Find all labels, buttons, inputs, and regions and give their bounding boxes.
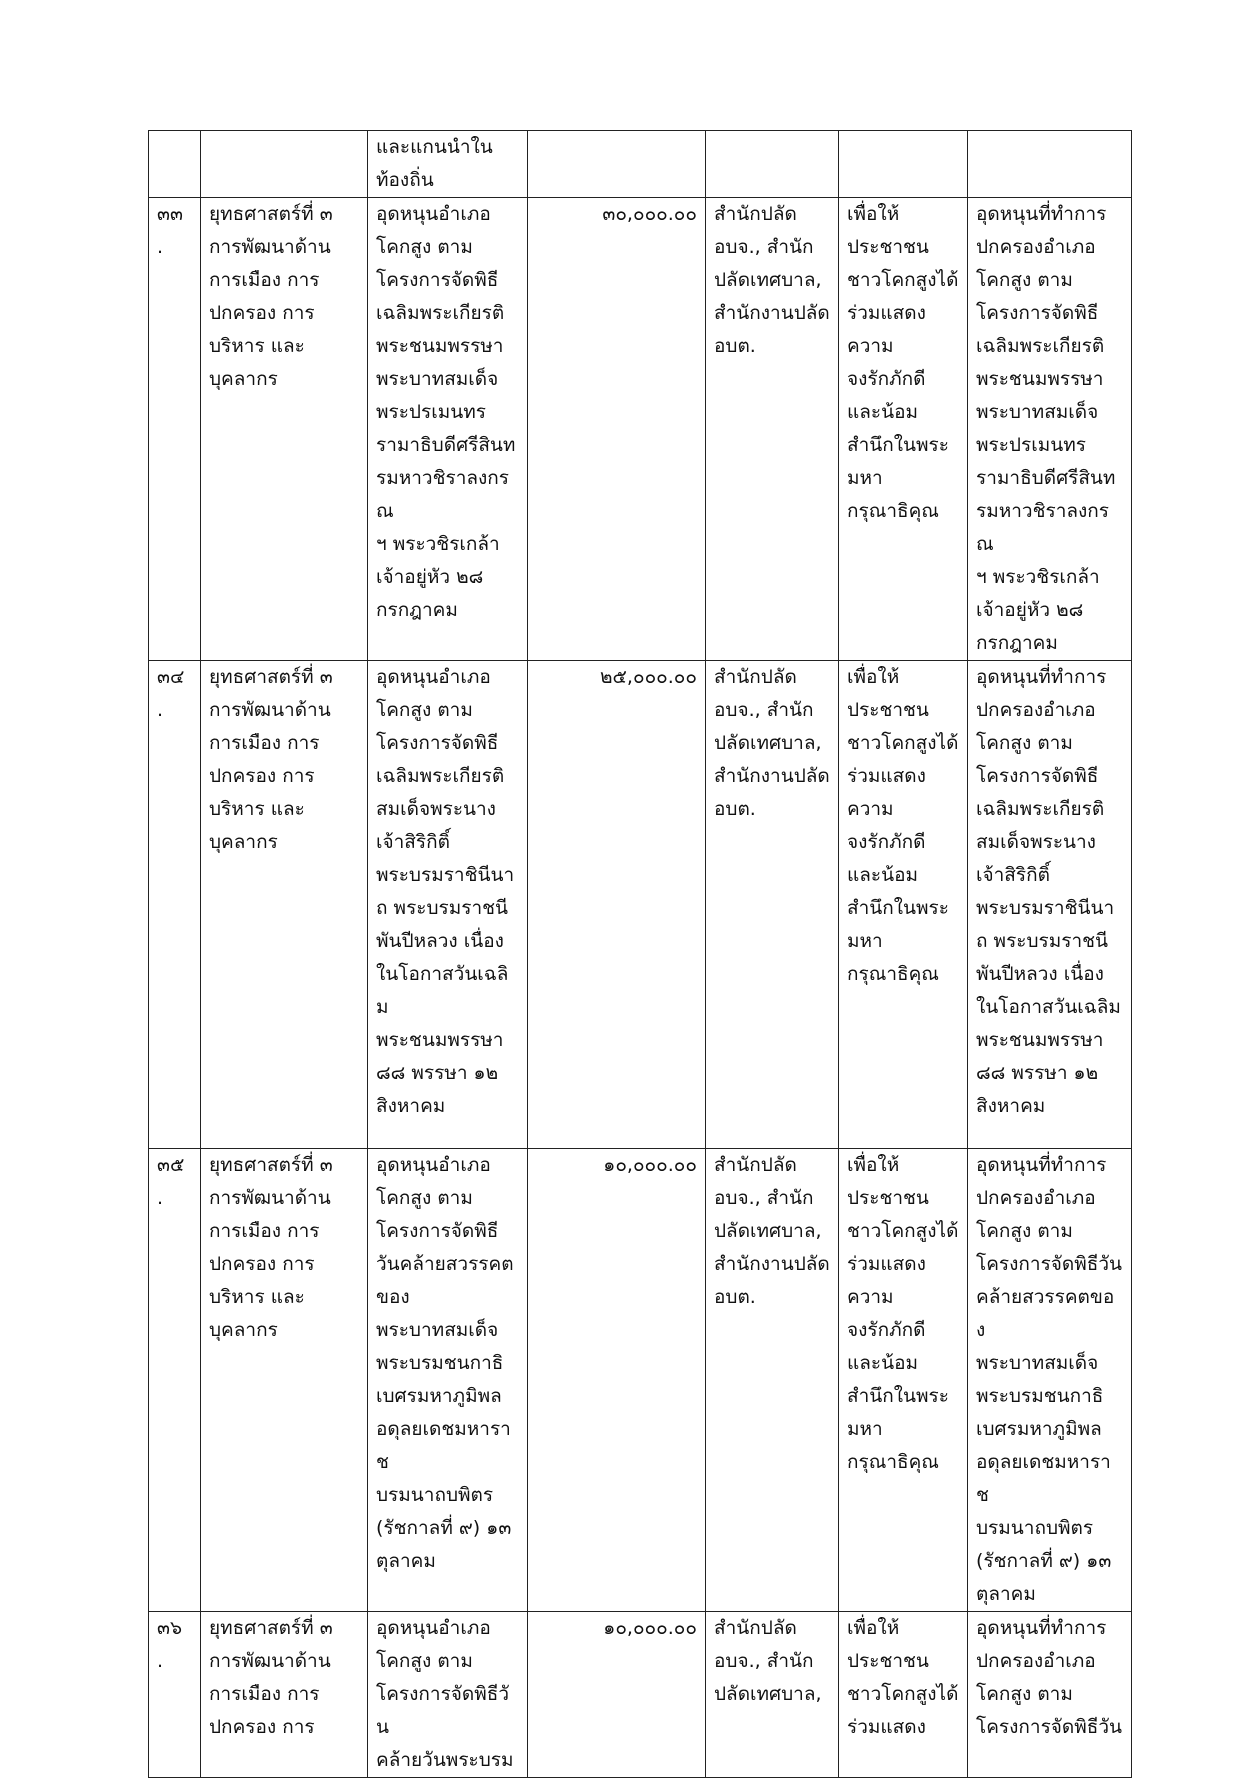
- project-cell: อุดหนุนอำเภอ โคกสูง ตาม โครงการจัดพิธี วันคล้ายสวรรคต ของ พระบาทสมเด็จ พระบรมชนกาธิ เบศรมหาภูมิพล อดุลยเดชมหาราช บรมนาถบพิตร (รัชกาลที่ ๙) ๑๓ ตุลาคม: [368, 1149, 528, 1612]
- row-number-cell: ๓๖ .: [149, 1612, 201, 1778]
- agency-cell: สำนักปลัด อบจ., สำนัก ปลัดเทศบาล, สำนักงานปลัด อบต.: [706, 661, 839, 1149]
- objective-cell: เพื่อให้ ประชาชน ชาวโคกสูงได้ ร่วมแสดง ความ จงรักภักดี และน้อม สำนึกในพระ มหา กรุณาธิคุณ: [839, 661, 968, 1149]
- budget-cell: ๓๐,๐๐๐.๐๐: [528, 198, 706, 661]
- table-row: [149, 1612, 1132, 1778]
- output-cell: [968, 131, 1132, 198]
- agency-cell: สำนักปลัด อบจ., สำนัก ปลัดเทศบาล,: [706, 1612, 839, 1778]
- table-row: [149, 198, 1132, 661]
- strategy-cell: ยุทธศาสตร์ที่ ๓ การพัฒนาด้าน การเมือง การ ปกครอง การ บริหาร และ บุคลากร: [201, 198, 368, 661]
- budget-cell: ๑๐,๐๐๐.๐๐: [528, 1612, 706, 1778]
- output-cell: อุดหนุนที่ทำการ ปกครองอำเภอ โคกสูง ตาม โครงการจัดพิธี เฉลิมพระเกียรติ สมเด็จพระนาง เจ้าสิริกิติ์ พระบรมราชินีนา ถ พระบรมราชนี พันปีหลวง เนื่อง ในโอกาสวันเฉลิม พระชนมพรรษา ๘๘ พรรษา ๑๒ สิงหาคม: [968, 661, 1132, 1149]
- budget-cell: [528, 131, 706, 198]
- agency-cell: สำนักปลัด อบจ., สำนัก ปลัดเทศบาล, สำนักงานปลัด อบต.: [706, 198, 839, 661]
- row-number-cell: ๓๔ .: [149, 661, 201, 1149]
- row-number-cell: ๓๓ .: [149, 198, 201, 661]
- table-row: [149, 1149, 1132, 1612]
- budget-cell: ๑๐,๐๐๐.๐๐: [528, 1149, 706, 1612]
- table-row: [149, 131, 1132, 198]
- objective-cell: [839, 131, 968, 198]
- row-number-cell: [149, 131, 201, 198]
- strategy-cell: ยุทธศาสตร์ที่ ๓ การพัฒนาด้าน การเมือง การ ปกครอง การ บริหาร และ บุคลากร: [201, 1149, 368, 1612]
- strategy-cell: ยุทธศาสตร์ที่ ๓ การพัฒนาด้าน การเมือง การ ปกครอง การ: [201, 1612, 368, 1778]
- budget-cell: ๒๕,๐๐๐.๐๐: [528, 661, 706, 1149]
- project-table: [148, 130, 1132, 1778]
- project-cell: อุดหนุนอำเภอ โคกสูง ตาม โครงการจัดพิธี เฉลิมพระเกียรติ สมเด็จพระนาง เจ้าสิริกิติ์ พระบรมราชินีนา ถ พระบรมราชนี พันปีหลวง เนื่อง ในโอกาสวันเฉลิม พระชนมพรรษา ๘๘ พรรษา ๑๒ สิงหาคม: [368, 661, 528, 1149]
- table-row: [149, 661, 1132, 1149]
- project-cell: และแกนนำใน ท้องถิ่น: [368, 131, 528, 198]
- objective-cell: เพื่อให้ ประชาชน ชาวโคกสูงได้ ร่วมแสดง: [839, 1612, 968, 1778]
- output-cell: อุดหนุนที่ทำการ ปกครองอำเภอ โคกสูง ตาม โครงการจัดพิธีวัน: [968, 1612, 1132, 1778]
- project-cell: อุดหนุนอำเภอ โคกสูง ตาม โครงการจัดพิธีวัน คล้ายวันพระบรม: [368, 1612, 528, 1778]
- agency-cell: สำนักปลัด อบจ., สำนัก ปลัดเทศบาล, สำนักงานปลัด อบต.: [706, 1149, 839, 1612]
- objective-cell: เพื่อให้ ประชาชน ชาวโคกสูงได้ ร่วมแสดง ความ จงรักภักดี และน้อม สำนึกในพระ มหา กรุณาธิคุณ: [839, 1149, 968, 1612]
- strategy-cell: [201, 131, 368, 198]
- row-number-cell: ๓๕ .: [149, 1149, 201, 1612]
- output-cell: อุดหนุนที่ทำการ ปกครองอำเภอ โคกสูง ตาม โครงการจัดพิธีวัน คล้ายสวรรคตของ พระบาทสมเด็จ พระบรมชนกาธิ เบศรมหาภูมิพล อดุลยเดชมหาราช บรมนาถบพิตร (รัชกาลที่ ๙) ๑๓ ตุลาคม: [968, 1149, 1132, 1612]
- agency-cell: [706, 131, 839, 198]
- strategy-cell: ยุทธศาสตร์ที่ ๓ การพัฒนาด้าน การเมือง การ ปกครอง การ บริหาร และ บุคลากร: [201, 661, 368, 1149]
- objective-cell: เพื่อให้ ประชาชน ชาวโคกสูงได้ ร่วมแสดง ความ จงรักภักดี และน้อม สำนึกในพระ มหา กรุณาธิคุณ: [839, 198, 968, 661]
- project-cell: อุดหนุนอำเภอ โคกสูง ตาม โครงการจัดพิธี เฉลิมพระเกียรติ พระชนมพรรษา พระบาทสมเด็จ พระปรเมนทร รามาธิบดีศรีสินท รมหาวชิราลงกรณ ฯ พระวชิรเกล้า เจ้าอยู่หัว ๒๘ กรกฎาคม: [368, 198, 528, 661]
- output-cell: อุดหนุนที่ทำการ ปกครองอำเภอ โคกสูง ตาม โครงการจัดพิธี เฉลิมพระเกียรติ พระชนมพรรษา พระบาทสมเด็จ พระปรเมนทร รามาธิบดีศรีสินท รมหาวชิราลงกรณ ฯ พระวชิรเกล้า เจ้าอยู่หัว ๒๘ กรกฎาคม: [968, 198, 1132, 661]
